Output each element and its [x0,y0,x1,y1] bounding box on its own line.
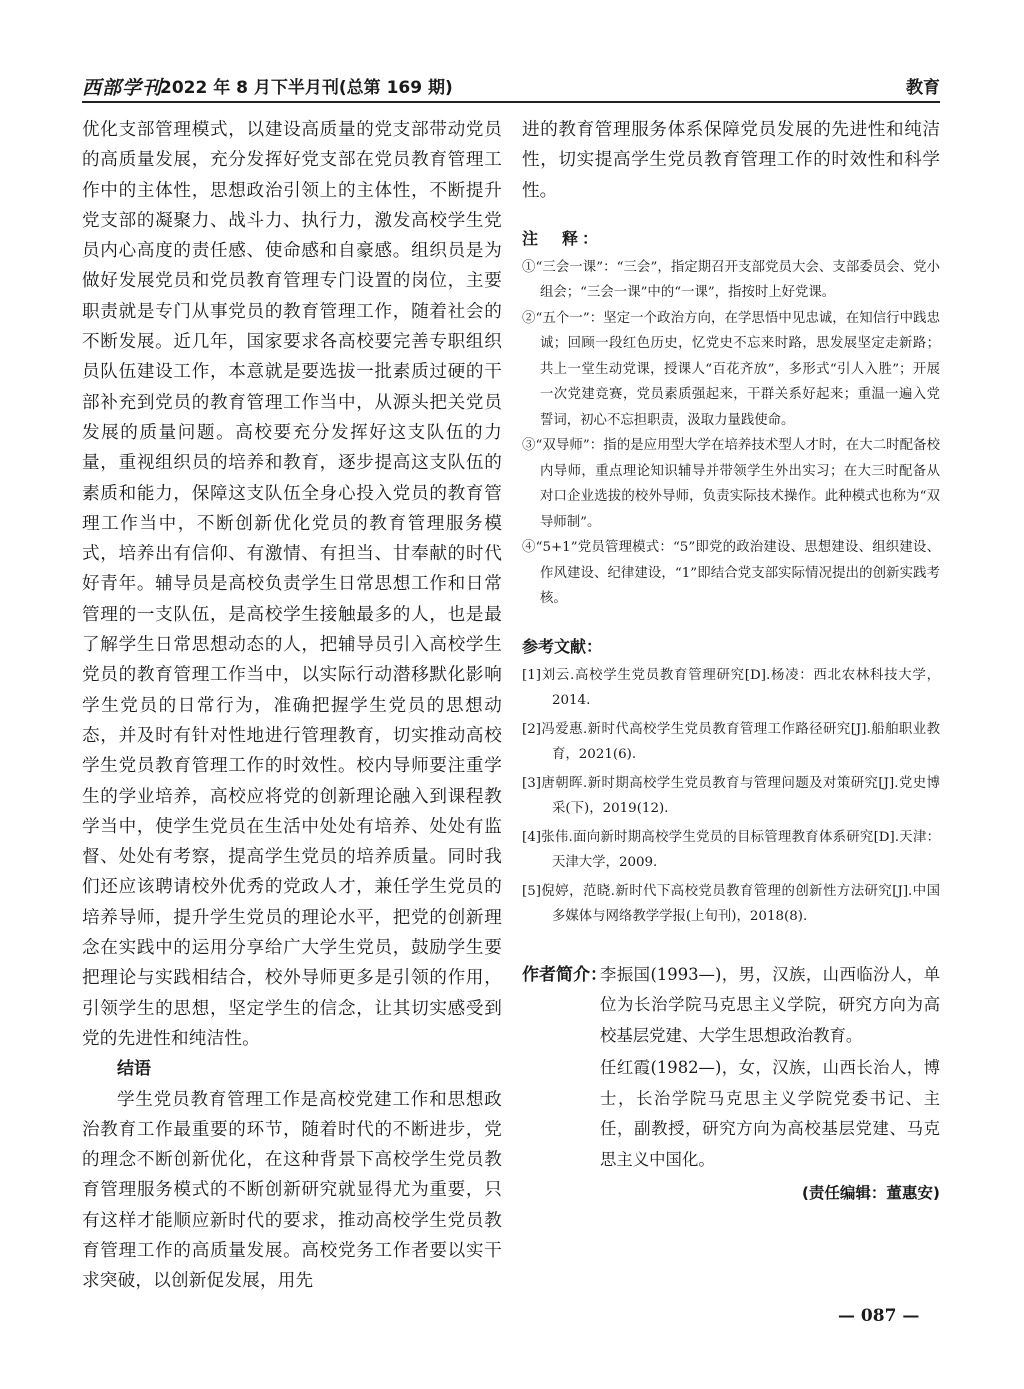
reference-item: [4]张伟.面向新时期高校学生党员的目标管理教育体系研究[D].天津：天津大学，2009. [522,829,940,871]
responsible-editor: (责任编辑：董惠安) [801,1184,940,1203]
references-title: 参考文献： [522,636,603,656]
page-number: — 087 — [838,1306,920,1326]
author-bio-text: 李振国(1993—)，男，汉族，山西临汾人，单位为长治学院马克思主义学院，研究方向为高校基层党建、大学生思想政治教育。 [600,964,940,1045]
reference-item: [5]倪婷，范晓.新时代下高校党员教育管理的创新性方法研究[J].中国多媒体与网络教学学报(上旬刊)，2018(8). [522,883,940,925]
section-heading: 结语 [117,1059,151,1080]
left-column [82,115,502,1297]
body-paragraph: 优化支部管理模式，以建设高质量的党支部带动党员的高质量发展，充分发挥好党支部在党员教育管理工作中的主体性，思想政治引领上的主体性，不断提升党支部的凝聚力、战斗力、执行力，激发高校学生党员内心高度的责任感、使命感和自豪感。组织员是为做好发展党员和党员教育管理专门设置的岗位，主要职责就是专门从事党员的教育管理工作，随着社会的不断发展。近几年，国家要求各高校要完善专职组织员队伍建设工作，本意就是要选拔一批素质过硬的干部补充到党员的教育管理工作当中，从源头把关党员发展的质量问题。高校要充分发挥好这支队伍的力量，重视组织员的培养和教育，逐步提高这支队伍的素质和能力，保障这支队伍全身心投入党员的教育管理工作当中，不断创新优化党员的教育管理服务模式，培养出有信仰、有激情、有担当、甘奉献的时代好青年。辅导员是高校负责学生日常思想工作和日常管理的一支队伍，是高校学生接触最多的人，也是最了解学生日常思想动态的人，把辅导员引入高校学生党员的教育管理工作当中，以实际行动潜移默化影响学生党员的日常行为，准确把握学生党员的思想动态，并及时有针对性地进行管理教育，切实推动高校学生党员教育管理工作的时效性。校内导师要注重学生的学业培养，高校应将党的创新理论融入到课程教学当中，使学生党员在生活中处处有培养、处处有监督、处处有考察，提高学生党员的培养质量。同时我们还应该聘请校外优秀的党政人才，兼任学生党员的培养导师，提升学生党员的理论水平，把党的创新理念在实践中的运用分享给广大学生党员，鼓励学生要把理论与实践相结合，校外导师更多是引领的作用，引领学生的思想，坚定学生的信念，让其切实感受到党的先进性和纯洁性。 [82,120,502,1049]
header-rule [82,101,940,103]
notes-title: 注 释： [522,228,603,248]
note-item: ①“三会一课”：“三会”，指定期召开支部党员大会、支部委员会、党小组会；“三会一课”中的“一课”，指按时上好党课。 [522,259,940,301]
note-item: ②“五个一”：坚定一个政治方向，在学思悟中见忠诚，在知信行中践忠诚；回顾一段红色历史，忆党史不忘来时路，思发展坚定走新路；共上一堂生动党课，授课人“百花齐放”，多形式“引人入胜”；开展一次党建竞赛，党员素质强起来，干群关系好起来；重温一遍入党誓词，初心不忘担职责，汲取力量践使命。 [522,310,940,428]
issue-info: 2022 年 8 月下半月刊(总第 169 期) [160,78,453,98]
author-bio [600,1053,940,1175]
body-paragraph: 学生党员教育管理工作是高校党建工作和思想政治教育工作最重要的环节，随着时代的不断进步，党的理念不断创新优化，在这种背景下高校学生党员教育管理服务模式的不断创新研究就显得尤为重要，只有这样才能顺应新时代的要求，推动高校学生党员教育管理工作的高质量发展。高校党务工作者要以实干求突破，以创新促发展，用先 [82,1089,502,1292]
note-item: ④“5+1”党员管理模式：“5”即党的政治建设、思想建设、组织建设、作风建设、纪律建设，“1”即结合党支部实际情况提出的创新实践考核。 [522,540,940,607]
note-item: ③“双导师”：指的是应用型大学在培养技术型人才时，在大二时配备校内导师，重点理论知识辅导并带领学生外出实习；在大三时配备从对口企业选拔的校外导师，负责实际技术操作。此种模式也称为“双导师制”。 [522,438,940,530]
author-bio-text: 任红霞(1982—)，女，汉族，山西长治人，博士，长治学院马克思主义学院党委书记、主任，副教授，研究方向为高校基层党建、马克思主义中国化。 [600,1058,940,1169]
page-header [82,70,940,100]
reference-item: [1]刘云.高校学生党员教育管理研究[D].杨凌：西北农林科技大学，2014. [522,667,940,709]
reference-item: [2]冯爱惠.新时代高校学生党员教育管理工作路径研究[J].船舶职业教育，2021(6). [522,721,940,763]
author-label: 作者简介： [522,964,607,985]
section-label: 教育 [906,78,940,98]
right-column [522,115,940,1203]
journal-logo: 西部学刊 [82,77,163,99]
reference-item: [3]唐朝晖.新时期高校学生党员教育与管理问题及对策研究[J].党史博采(下)，2019(12). [522,775,940,817]
body-paragraph-continuation: 进的教育管理服务体系保障党员发展的先进性和纯洁性，切实提高学生党员教育管理工作的时效性和科学性。 [522,120,940,201]
author-info [522,960,940,1204]
author-bio [600,960,940,1052]
